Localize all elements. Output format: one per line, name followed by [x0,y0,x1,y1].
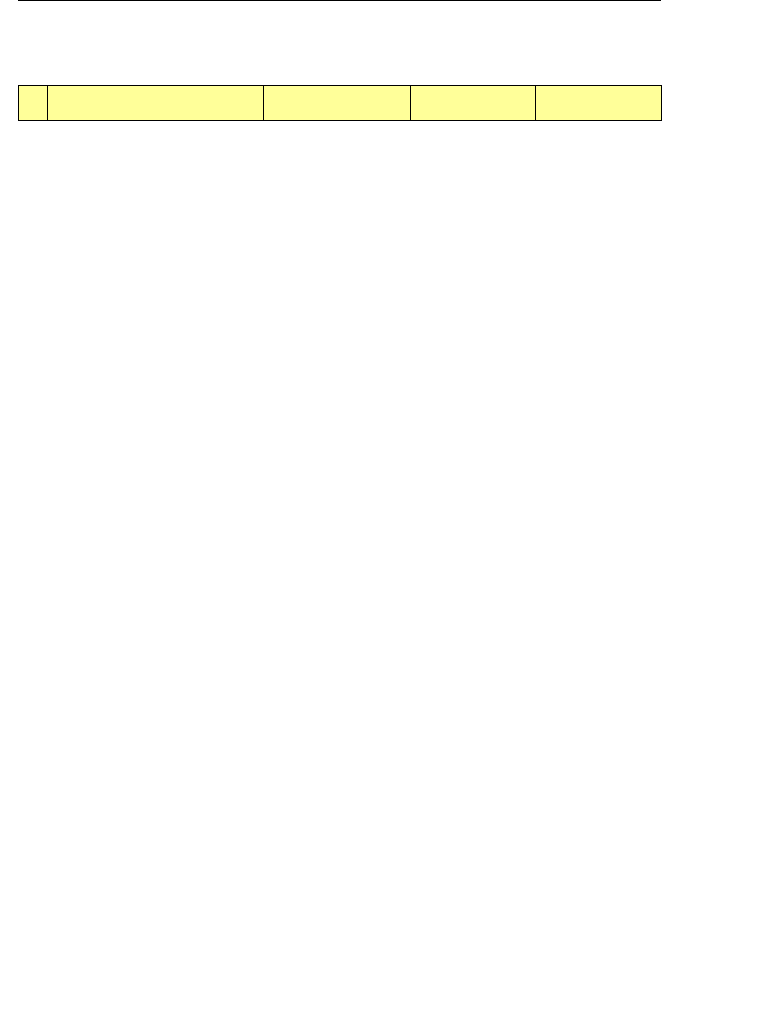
header-task [48,86,264,121]
header-tt [19,86,48,121]
header-status [411,86,536,121]
header-partner [264,86,411,121]
task-table-container [18,85,662,121]
task-table [18,85,662,121]
header-row [19,86,662,121]
header-date [536,86,662,121]
empty-sheet-area [18,0,661,1]
